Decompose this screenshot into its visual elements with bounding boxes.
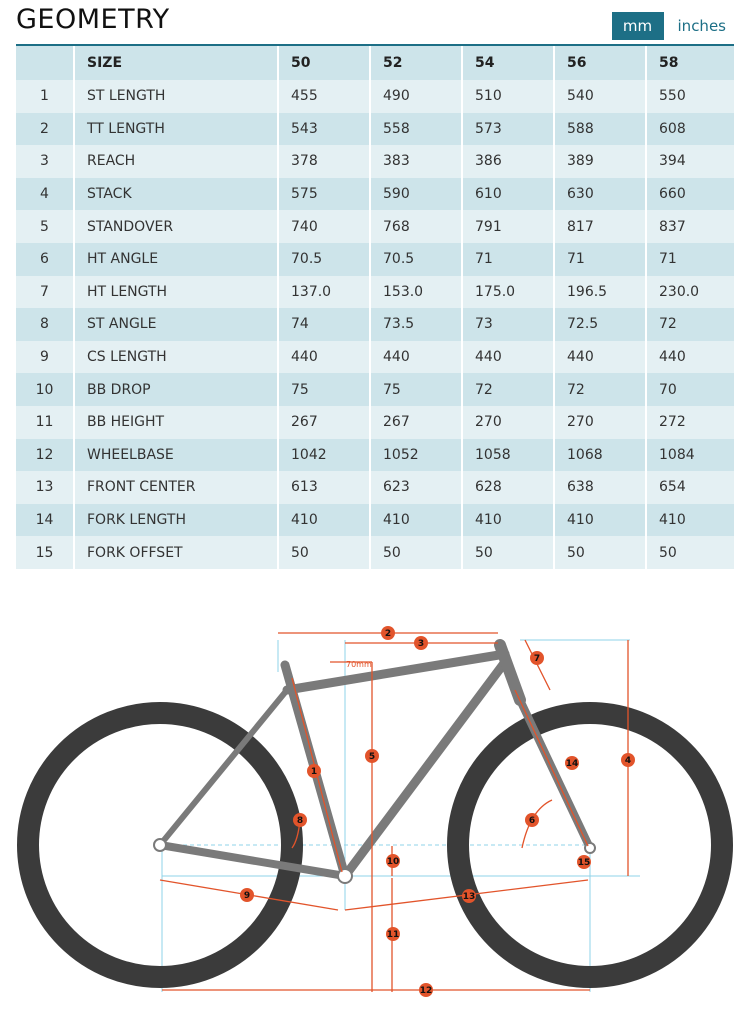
row-value: 73 bbox=[463, 308, 553, 341]
row-value: 196.5 bbox=[555, 276, 645, 309]
marker-15-icon bbox=[577, 855, 591, 869]
marker-4-icon bbox=[621, 753, 635, 767]
row-number: 6 bbox=[16, 243, 73, 276]
row-value: 72 bbox=[647, 308, 734, 341]
svg-text:4: 4 bbox=[624, 756, 632, 766]
row-number: 4 bbox=[16, 178, 73, 211]
marker-9-icon bbox=[240, 888, 254, 902]
table-row bbox=[16, 243, 734, 276]
row-value: 817 bbox=[555, 210, 645, 243]
row-value: 623 bbox=[371, 471, 461, 504]
size-column-header: 58 bbox=[647, 46, 734, 80]
mm-unit-button[interactable]: mm bbox=[612, 12, 664, 40]
row-label: STANDOVER bbox=[75, 210, 277, 243]
row-value: 1058 bbox=[463, 439, 553, 472]
row-value: 175.0 bbox=[463, 276, 553, 309]
svg-text:6: 6 bbox=[528, 816, 536, 826]
row-number: 13 bbox=[16, 471, 73, 504]
row-value: 410 bbox=[371, 504, 461, 537]
row-label: FRONT CENTER bbox=[75, 471, 277, 504]
row-value: 837 bbox=[647, 210, 734, 243]
row-value: 630 bbox=[555, 178, 645, 211]
table-row bbox=[16, 439, 734, 472]
svg-text:5: 5 bbox=[368, 752, 376, 762]
row-value: 628 bbox=[463, 471, 553, 504]
marker-12-icon bbox=[419, 983, 433, 997]
front-axle bbox=[585, 843, 595, 853]
row-value: 1052 bbox=[371, 439, 461, 472]
header-number-cell bbox=[16, 46, 73, 80]
row-value: 386 bbox=[463, 145, 553, 178]
marker-8-icon bbox=[293, 813, 307, 827]
marker-6-icon bbox=[525, 813, 539, 827]
svg-text:9: 9 bbox=[243, 891, 251, 901]
table-row bbox=[16, 308, 734, 341]
table-row bbox=[16, 145, 734, 178]
row-value: 410 bbox=[279, 504, 369, 537]
row-number: 12 bbox=[16, 439, 73, 472]
row-number: 11 bbox=[16, 406, 73, 439]
row-value: 440 bbox=[279, 341, 369, 374]
row-value: 74 bbox=[279, 308, 369, 341]
geometry-header bbox=[16, 0, 734, 46]
row-number: 10 bbox=[16, 373, 73, 406]
svg-text:13: 13 bbox=[462, 892, 476, 902]
row-value: 1084 bbox=[647, 439, 734, 472]
row-value: 590 bbox=[371, 178, 461, 211]
row-label: TT LENGTH bbox=[75, 113, 277, 146]
row-value: 588 bbox=[555, 113, 645, 146]
inches-unit-button[interactable]: inches bbox=[670, 12, 734, 40]
row-number: 5 bbox=[16, 210, 73, 243]
svg-text:2: 2 bbox=[384, 629, 392, 639]
row-value: 490 bbox=[371, 80, 461, 113]
table-row bbox=[16, 276, 734, 309]
row-value: 270 bbox=[555, 406, 645, 439]
row-value: 71 bbox=[463, 243, 553, 276]
svg-text:12: 12 bbox=[419, 986, 433, 996]
row-value: 638 bbox=[555, 471, 645, 504]
row-value: 410 bbox=[463, 504, 553, 537]
row-label: FORK LENGTH bbox=[75, 504, 277, 537]
row-label: WHEELBASE bbox=[75, 439, 277, 472]
row-value: 70.5 bbox=[371, 243, 461, 276]
row-value: 550 bbox=[647, 80, 734, 113]
row-value: 378 bbox=[279, 145, 369, 178]
marker-7-icon bbox=[530, 651, 544, 665]
table-header-row bbox=[16, 46, 734, 80]
row-value: 272 bbox=[647, 406, 734, 439]
marker-11-icon bbox=[386, 927, 400, 941]
marker-1-icon bbox=[307, 764, 321, 778]
marker-3-icon bbox=[414, 636, 428, 650]
row-value: 50 bbox=[555, 536, 645, 569]
row-value: 440 bbox=[371, 341, 461, 374]
row-value: 270 bbox=[463, 406, 553, 439]
row-number: 8 bbox=[16, 308, 73, 341]
row-label: STACK bbox=[75, 178, 277, 211]
row-value: 510 bbox=[463, 80, 553, 113]
table-row bbox=[16, 536, 734, 569]
marker-14-icon bbox=[565, 756, 579, 770]
top-tube bbox=[287, 654, 505, 690]
rear-axle bbox=[154, 839, 166, 851]
row-label: HT LENGTH bbox=[75, 276, 277, 309]
svg-text:3: 3 bbox=[417, 639, 425, 649]
row-value: 440 bbox=[555, 341, 645, 374]
row-value: 1042 bbox=[279, 439, 369, 472]
row-value: 75 bbox=[371, 373, 461, 406]
row-value: 543 bbox=[279, 113, 369, 146]
row-number: 9 bbox=[16, 341, 73, 374]
table-row bbox=[16, 471, 734, 504]
row-value: 153.0 bbox=[371, 276, 461, 309]
table-row bbox=[16, 406, 734, 439]
row-value: 455 bbox=[279, 80, 369, 113]
table-row bbox=[16, 80, 734, 113]
size-column-header: 52 bbox=[371, 46, 461, 80]
row-value: 72 bbox=[463, 373, 553, 406]
marker-13-icon bbox=[462, 889, 476, 903]
svg-text:1: 1 bbox=[310, 767, 318, 777]
svg-text:10: 10 bbox=[386, 857, 400, 867]
row-value: 660 bbox=[647, 178, 734, 211]
row-value: 608 bbox=[647, 113, 734, 146]
marker-5-icon bbox=[365, 749, 379, 763]
row-value: 75 bbox=[279, 373, 369, 406]
size-column-header: 50 bbox=[279, 46, 369, 80]
row-value: 50 bbox=[371, 536, 461, 569]
row-value: 73.5 bbox=[371, 308, 461, 341]
row-number: 2 bbox=[16, 113, 73, 146]
row-value: 72.5 bbox=[555, 308, 645, 341]
row-label: ST LENGTH bbox=[75, 80, 277, 113]
bike-geometry-diagram bbox=[0, 596, 734, 1024]
row-label: FORK OFFSET bbox=[75, 536, 277, 569]
unit-toggle bbox=[612, 12, 734, 40]
row-value: 383 bbox=[371, 145, 461, 178]
row-number: 15 bbox=[16, 536, 73, 569]
row-value: 610 bbox=[463, 178, 553, 211]
row-value: 791 bbox=[463, 210, 553, 243]
row-value: 613 bbox=[279, 471, 369, 504]
row-value: 410 bbox=[647, 504, 734, 537]
row-label: HT ANGLE bbox=[75, 243, 277, 276]
svg-text:11: 11 bbox=[386, 930, 400, 940]
row-value: 71 bbox=[555, 243, 645, 276]
row-value: 137.0 bbox=[279, 276, 369, 309]
row-value: 740 bbox=[279, 210, 369, 243]
row-value: 410 bbox=[555, 504, 645, 537]
table-row bbox=[16, 178, 734, 211]
geometry-table bbox=[14, 46, 734, 569]
svg-text:7: 7 bbox=[533, 654, 541, 664]
row-number: 1 bbox=[16, 80, 73, 113]
row-value: 558 bbox=[371, 113, 461, 146]
row-number: 14 bbox=[16, 504, 73, 537]
svg-text:15: 15 bbox=[577, 858, 591, 868]
row-label: ST ANGLE bbox=[75, 308, 277, 341]
row-value: 575 bbox=[279, 178, 369, 211]
row-value: 50 bbox=[279, 536, 369, 569]
size-column-header: 56 bbox=[555, 46, 645, 80]
marker-10-icon bbox=[386, 854, 400, 868]
row-value: 267 bbox=[279, 406, 369, 439]
table-row bbox=[16, 341, 734, 374]
offset-label: 70mm bbox=[346, 660, 372, 669]
row-value: 71 bbox=[647, 243, 734, 276]
row-value: 267 bbox=[371, 406, 461, 439]
bottom-bracket bbox=[338, 869, 352, 883]
marker-2-icon bbox=[381, 626, 395, 640]
chain-stay bbox=[160, 845, 345, 876]
guide-lines bbox=[162, 640, 640, 992]
row-value: 394 bbox=[647, 145, 734, 178]
row-value: 50 bbox=[463, 536, 553, 569]
table-row bbox=[16, 113, 734, 146]
row-value: 440 bbox=[647, 341, 734, 374]
row-value: 768 bbox=[371, 210, 461, 243]
row-value: 1068 bbox=[555, 439, 645, 472]
svg-text:14: 14 bbox=[565, 759, 579, 769]
size-header: SIZE bbox=[75, 46, 277, 80]
row-label: CS LENGTH bbox=[75, 341, 277, 374]
table-row bbox=[16, 210, 734, 243]
svg-text:8: 8 bbox=[296, 816, 304, 826]
row-value: 573 bbox=[463, 113, 553, 146]
row-label: BB HEIGHT bbox=[75, 406, 277, 439]
row-value: 70 bbox=[647, 373, 734, 406]
row-number: 7 bbox=[16, 276, 73, 309]
row-label: BB DROP bbox=[75, 373, 277, 406]
table-row bbox=[16, 373, 734, 406]
row-value: 654 bbox=[647, 471, 734, 504]
size-column-header: 54 bbox=[463, 46, 553, 80]
row-value: 389 bbox=[555, 145, 645, 178]
row-value: 72 bbox=[555, 373, 645, 406]
row-value: 230.0 bbox=[647, 276, 734, 309]
row-value: 50 bbox=[647, 536, 734, 569]
row-value: 440 bbox=[463, 341, 553, 374]
row-label: REACH bbox=[75, 145, 277, 178]
row-value: 70.5 bbox=[279, 243, 369, 276]
row-value: 540 bbox=[555, 80, 645, 113]
head-tube bbox=[500, 645, 520, 700]
table-row bbox=[16, 504, 734, 537]
page-title: GEOMETRY bbox=[16, 4, 170, 35]
row-number: 3 bbox=[16, 145, 73, 178]
